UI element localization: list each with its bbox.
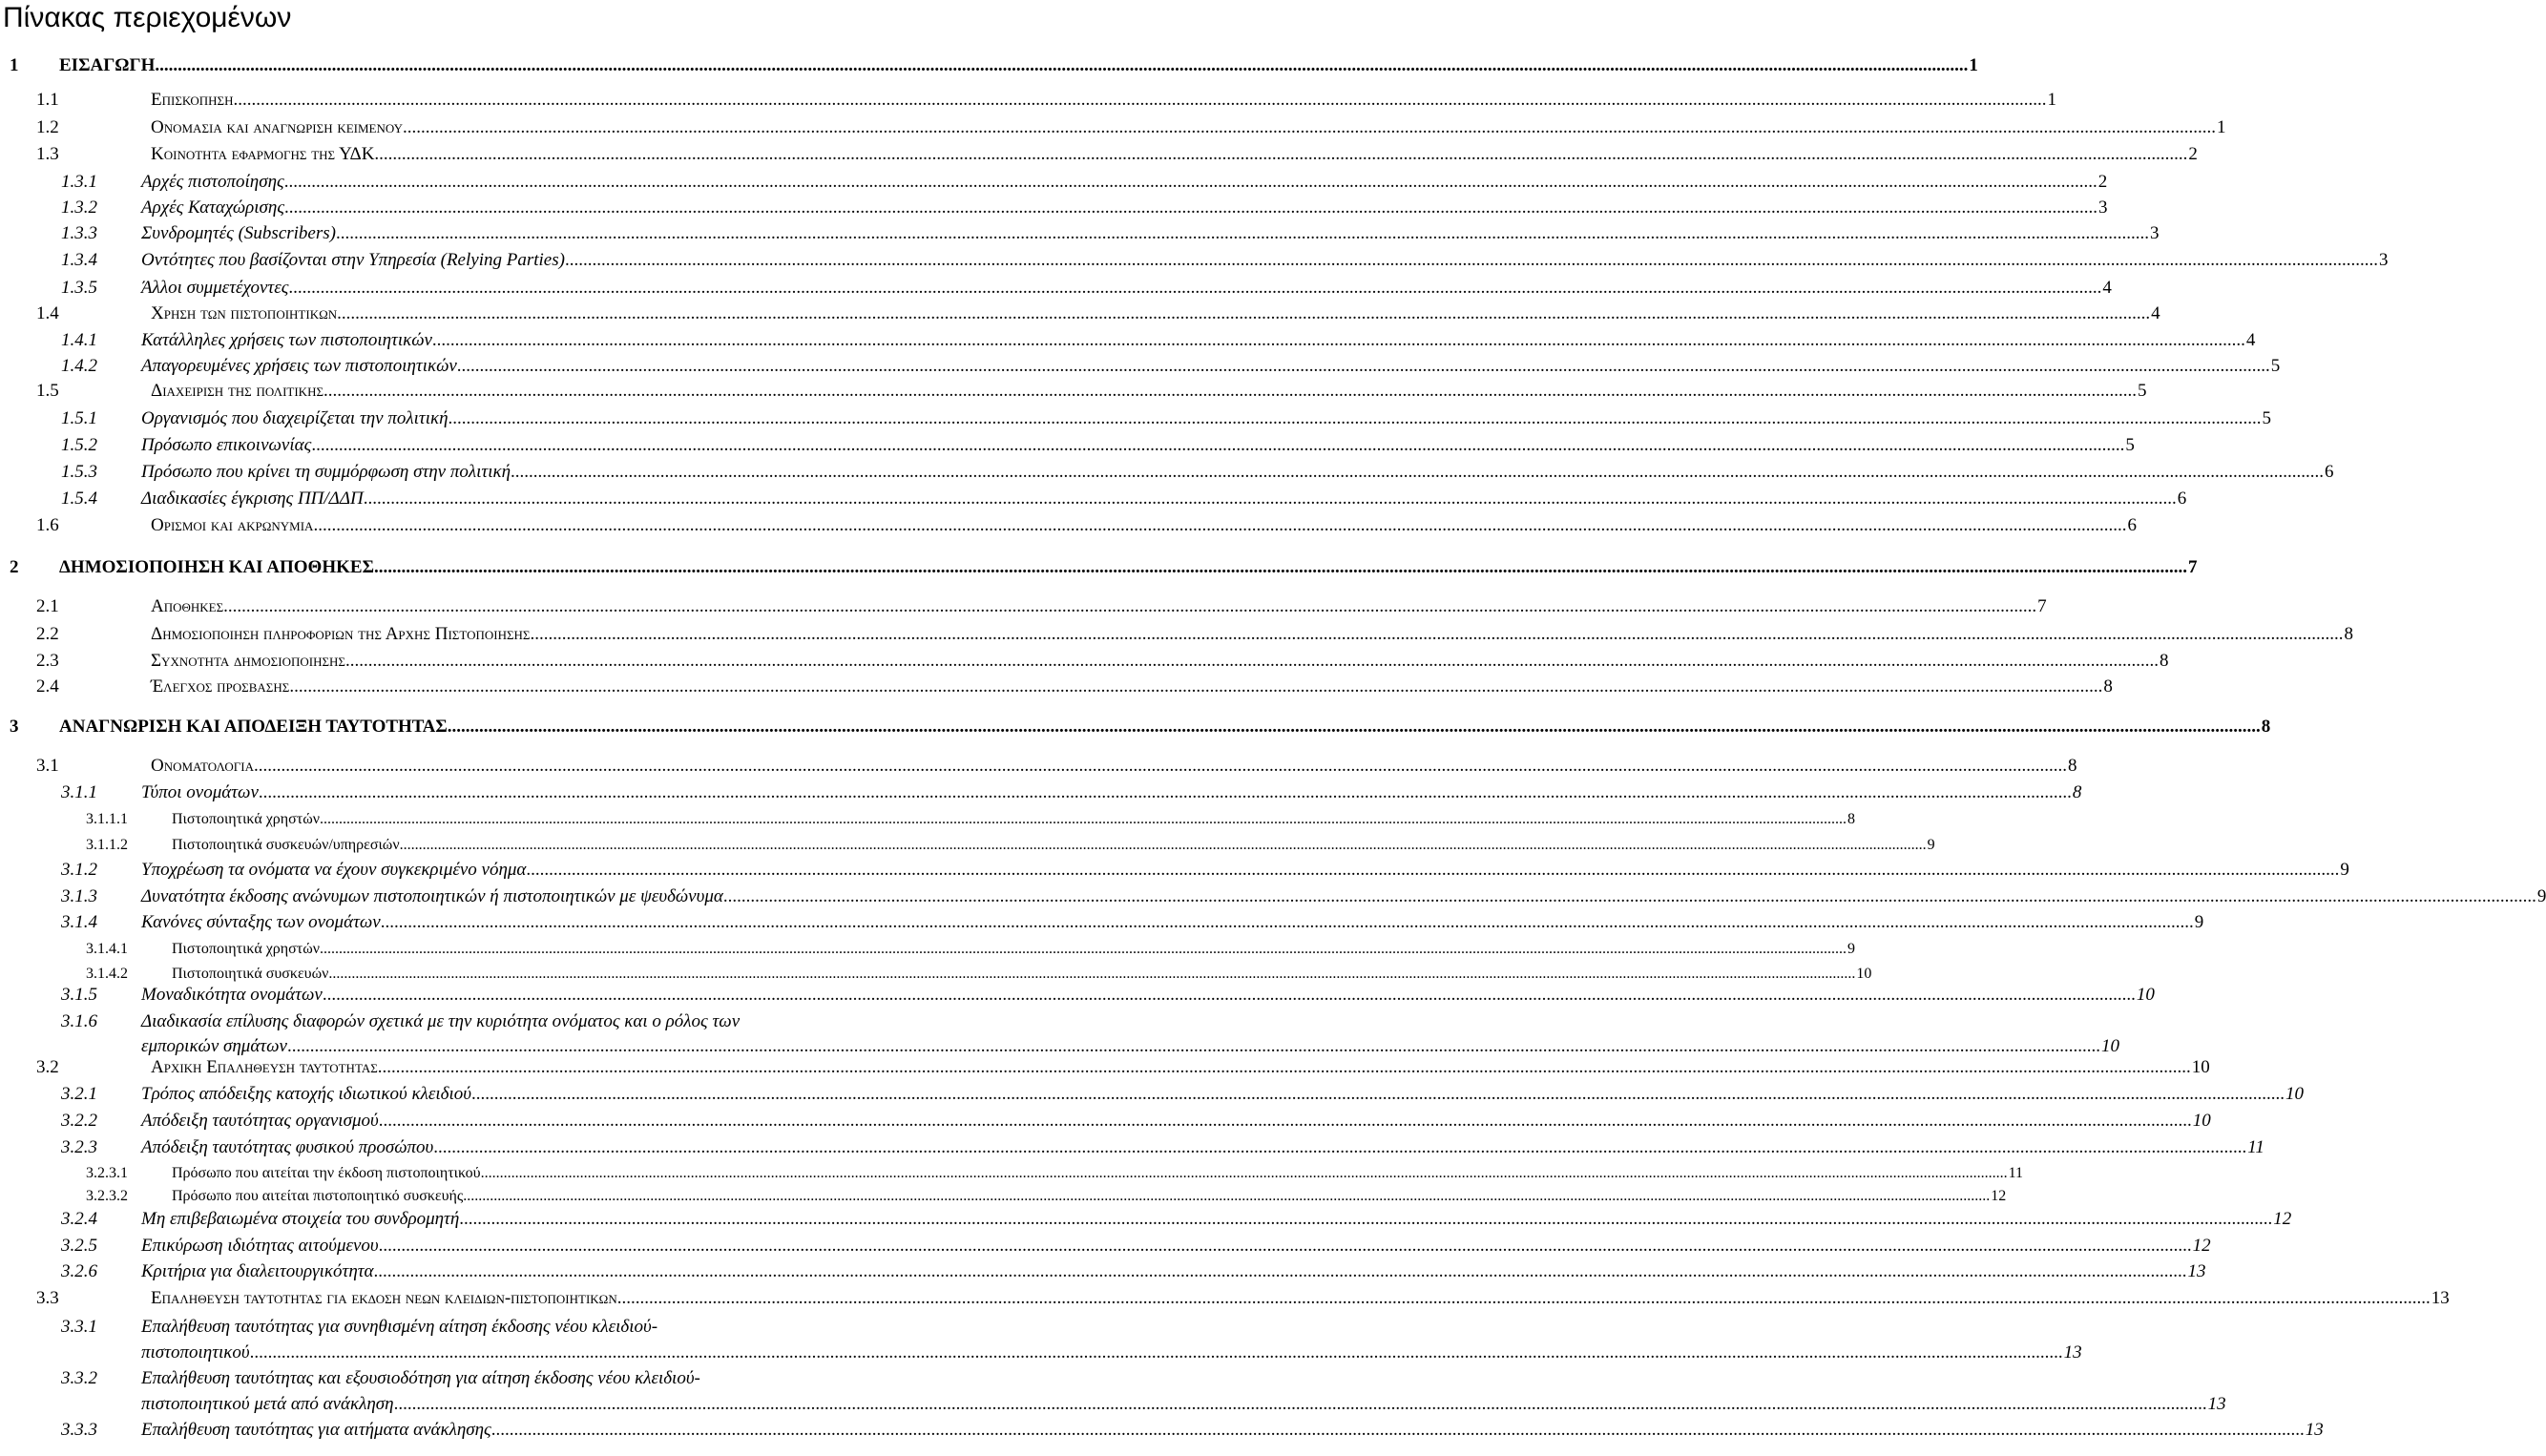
toc-page-number: 12: [1991, 1188, 2007, 1204]
toc-entry-title: Δημοσιοποιηση πληροφοριων της Αρχης Πιστοποιησης: [151, 624, 531, 644]
toc-dot-leader: ................................................................................................................................................................................................................................................................................................................................................................................................................: [374, 144, 2188, 164]
toc-dot-leader: ................................................................................................................................................................................................................................................................................................................................................................................................................: [526, 860, 2340, 880]
toc-entry-number: 1.3.5: [61, 278, 97, 298]
toc-leader-line: [151, 651, 2169, 672]
toc-dot-leader: ................................................................................................................................................................................................................................................................................................................................................................................................................: [233, 90, 2047, 110]
toc-page-number: 7: [2037, 596, 2047, 616]
toc-entry-number: 1.4: [36, 303, 59, 323]
toc-leader-line: [172, 1186, 2007, 1207]
toc-entry-title: Πρόσωπο που αιτείται πιστοποιητικό συσκευής: [172, 1188, 464, 1204]
toc-page-number: 13: [2063, 1342, 2082, 1362]
toc-entry-number: 3.2.3: [61, 1137, 97, 1157]
toc-entry-title: Αρχικη Επαληθευση ταυτοτητας: [151, 1057, 378, 1077]
toc-dot-leader: ................................................................................................................................................................................................................................................................................................................................................................................................................: [448, 408, 2262, 428]
toc-entry-title: Πρόσωπο που κρίνει τη συμμόρφωση στην πολιτική: [141, 462, 511, 482]
toc-page-number: 8: [2344, 624, 2353, 644]
toc-entry-title: Δυνατότητα έκδοσης ανώνυμων πιστοποιητικών ή πιστοποιητικών με ψευδώνυμα: [141, 886, 723, 906]
toc-page-number: 13: [2187, 1261, 2206, 1281]
toc-dot-leader: ................................................................................................................................................................................................................................................................................................................................................................................................................: [378, 1236, 2192, 1256]
toc-leader-line: [141, 250, 2389, 271]
toc-entry[interactable]: [0, 912, 2204, 933]
toc-page-number: 1: [1969, 55, 1978, 75]
toc-entry-title: Μοναδικότητα ονομάτων: [141, 985, 323, 1005]
toc-entry[interactable]: [0, 356, 2281, 377]
toc-entry-title: Επικύρωση ιδιότητας αιτούμενου: [141, 1236, 379, 1256]
toc-entry-title: Πιστοποιητικά χρηστών: [172, 941, 320, 957]
toc-entry[interactable]: [0, 515, 2137, 536]
toc-dot-leader: ................................................................................................................................................................................................................................................................................................................................................................................................................: [337, 303, 2151, 323]
toc-entry[interactable]: [0, 964, 1872, 985]
toc-entry-number: 2.4: [36, 676, 59, 697]
toc-entry[interactable]: [0, 330, 2256, 351]
toc-dot-leader: ................................................................................................................................................................................................................................................................................................................................................................................................................: [399, 837, 1927, 853]
toc-entry-number: 3.3.1: [61, 1317, 97, 1337]
toc-entry-number: 1.4.1: [61, 330, 97, 350]
toc-leader-line: [151, 117, 2226, 138]
toc-entry-title: Απόδειξη ταυτότητας φυσικού προσώπου: [141, 1137, 434, 1157]
toc-entry[interactable]: [0, 1368, 916, 1389]
toc-entry[interactable]: [0, 557, 2198, 578]
toc-entry[interactable]: [0, 1288, 2450, 1309]
toc-entry[interactable]: [0, 676, 2113, 697]
toc-dot-leader: ................................................................................................................................................................................................................................................................................................................................................................................................................: [490, 1420, 2305, 1440]
toc-entry-title: Αρχές πιστοποίησης: [141, 172, 284, 192]
toc-leader-line: [141, 172, 2108, 193]
toc-entry[interactable]: [0, 624, 2353, 645]
toc-leader-line: [151, 303, 2160, 324]
toc-page-number: 12: [2192, 1236, 2211, 1256]
toc-entry-number: 1.3.2: [61, 198, 97, 218]
toc-dot-leader: ................................................................................................................................................................................................................................................................................................................................................................................................................: [403, 117, 2217, 137]
toc-entry-title: Επαλήθευση ταυτότητας για συνηθισμένη αίτηση έκδοσης νέου κλειδιού-: [141, 1317, 658, 1337]
toc-entry-number: 3.1.4: [61, 912, 97, 932]
toc-leader-line: [141, 1111, 2211, 1132]
toc-dot-leader: ................................................................................................................................................................................................................................................................................................................................................................................................................: [722, 886, 2536, 906]
toc-entry-number: 1.3.1: [61, 172, 97, 192]
toc-entry-title: Επαλήθευση ταυτότητας και εξουσιοδότηση για αίτηση έκδοσης νέου κλειδιού-: [141, 1368, 700, 1388]
toc-entry-title: Κοινοτητα εφαρμογης της ΥΔΚ: [151, 144, 375, 164]
toc-entry-title: Διαδικασίες έγκρισης ΠΠ/ΔΔΠ: [141, 489, 364, 509]
toc-entry-title: Ονοματολογια: [151, 756, 255, 776]
toc-dot-leader: ................................................................................................................................................................................................................................................................................................................................................................................................................: [564, 250, 2378, 270]
toc-dot-leader: ................................................................................................................................................................................................................................................................................................................................................................................................................: [530, 624, 2344, 644]
toc-entry-title: Μη επιβεβαιωμένα στοιχεία του συνδρομητή: [141, 1209, 460, 1229]
toc-leader-line: [172, 939, 1855, 960]
toc-leader-line: [59, 557, 2198, 578]
toc-leader-line: [141, 985, 2155, 1006]
toc-dot-leader: ................................................................................................................................................................................................................................................................................................................................................................................................................: [373, 1261, 2187, 1281]
toc-entry-number: 1.3.3: [61, 223, 97, 243]
toc-dot-leader: ................................................................................................................................................................................................................................................................................................................................................................................................................: [284, 198, 2098, 218]
toc-dot-leader: ................................................................................................................................................................................................................................................................................................................................................................................................................: [286, 1036, 2100, 1056]
toc-page-number: 1: [2047, 90, 2057, 110]
toc-dot-leader: ................................................................................................................................................................................................................................................................................................................................................................................................................: [319, 811, 1847, 827]
toc-entry-number: 2.1: [36, 596, 59, 616]
toc-entry-title: ΕΙΣΑΓΩΓΗ: [59, 55, 156, 75]
toc-dot-leader: ................................................................................................................................................................................................................................................................................................................................................................................................................: [363, 489, 2177, 509]
toc-entry[interactable]: [0, 1163, 2023, 1184]
toc-entry[interactable]: [0, 860, 2349, 881]
toc-page-number: 11: [2008, 1165, 2023, 1181]
toc-entry-title: Απόδειξη ταυτότητας οργανισμού: [141, 1111, 379, 1131]
toc-entry[interactable]: [0, 1111, 2211, 1132]
toc-leader-line: [141, 330, 2256, 351]
toc-dot-leader: ................................................................................................................................................................................................................................................................................................................................................................................................................: [456, 356, 2270, 376]
toc-leader-line: [151, 144, 2198, 165]
toc-page-number: 10: [2192, 1111, 2211, 1131]
toc-leader-line: [141, 886, 2546, 907]
toc-page-number: 13: [2305, 1420, 2324, 1440]
toc-entry-number: 1.3: [36, 144, 59, 164]
toc-dot-leader: ................................................................................................................................................................................................................................................................................................................................................................................................................: [254, 756, 2068, 776]
toc-page-number: 10: [2191, 1057, 2210, 1077]
toc-dot-leader: ................................................................................................................................................................................................................................................................................................................................................................................................................: [313, 515, 2127, 535]
toc-page-number: 3: [2149, 223, 2160, 243]
toc-page-number: 8: [2068, 756, 2077, 776]
toc-entry-number: 3.1.5: [61, 985, 97, 1005]
toc-leader-line: [141, 1394, 2226, 1415]
toc-leader-line: [172, 835, 1935, 856]
toc-page-number: 9: [1927, 837, 1935, 853]
toc-entry[interactable]: [0, 717, 2271, 738]
toc-entry-number: 1.5.1: [61, 408, 97, 428]
toc-entry[interactable]: [0, 303, 2160, 324]
toc-page-number: 8: [2072, 782, 2082, 802]
toc-entry[interactable]: [0, 144, 2198, 165]
toc-page-number: 4: [2245, 330, 2256, 350]
toc-leader-line: [141, 462, 2334, 483]
toc-page-number: 11: [2247, 1137, 2264, 1157]
toc-leader-line: [141, 1036, 2119, 1057]
toc-leader-line: [151, 381, 2147, 402]
toc-leader-line: [141, 1261, 2206, 1282]
toc-page-number: 1: [2217, 117, 2226, 137]
toc-page-number: 9: [2340, 860, 2349, 880]
toc-entry-title: Πιστοποιητικά χρηστών: [172, 811, 320, 827]
toc-leader-line: [151, 756, 2077, 777]
toc-entry-continuation[interactable]: [0, 1394, 2226, 1415]
toc-entry[interactable]: [0, 462, 2334, 483]
toc-entry-number: 3.1.1: [61, 782, 97, 802]
toc-entry-number: 3.2.6: [61, 1261, 97, 1281]
toc-entry-number: 3.1.6: [61, 1011, 97, 1031]
toc-dot-leader: ................................................................................................................................................................................................................................................................................................................................................................................................................: [431, 330, 2245, 350]
toc-dot-leader: ................................................................................................................................................................................................................................................................................................................................................................................................................: [374, 557, 2187, 577]
toc-dot-leader: ................................................................................................................................................................................................................................................................................................................................................................................................................: [335, 223, 2149, 243]
toc-page-number: 10: [1856, 966, 1872, 982]
toc-entry-title: πιστοποιητικού: [141, 1342, 250, 1362]
toc-entry[interactable]: [0, 985, 2155, 1006]
toc-dot-leader: ................................................................................................................................................................................................................................................................................................................................................................................................................: [249, 1342, 2063, 1362]
toc-entry-title: Τρόπος απόδειξης κατοχής ιδιωτικού κλειδιού: [141, 1084, 471, 1104]
toc-entry[interactable]: [0, 198, 2108, 218]
toc-entry-title: ΑΝΑΓΝΩΡΙΣΗ ΚΑΙ ΑΠΟΔΕΙΞΗ ΤΑΥΤΟΤΗΤΑΣ: [59, 717, 448, 737]
toc-entry-title: Πρόσωπο επικοινωνίας: [141, 435, 312, 455]
toc-entry-number: 1.3.4: [61, 250, 97, 270]
toc-dot-leader: ................................................................................................................................................................................................................................................................................................................................................................................................................: [463, 1188, 1991, 1204]
toc-entry[interactable]: [0, 1084, 2304, 1105]
toc-entry-title: Χρηση των πιστοποιητικων: [151, 303, 338, 323]
toc-entry-title: Έλεγχος προσβασης: [151, 676, 290, 697]
toc-page-number: 8: [1847, 811, 1855, 827]
toc-page-number: 5: [2125, 435, 2135, 455]
toc-page-number: 12: [2273, 1209, 2292, 1229]
toc-entry-number: 2.2: [36, 624, 59, 644]
toc-entry[interactable]: [0, 1011, 916, 1032]
toc-entry[interactable]: [0, 381, 2147, 402]
toc-dot-leader: ................................................................................................................................................................................................................................................................................................................................................................................................................: [258, 782, 2072, 802]
toc-entry-number: 1.6: [36, 515, 59, 535]
toc-dot-leader: ................................................................................................................................................................................................................................................................................................................................................................................................................: [480, 1165, 2008, 1181]
toc-entry-number: 3.2.3.2: [86, 1188, 128, 1204]
toc-entry[interactable]: [0, 1186, 2007, 1207]
toc-leader-line: [141, 1342, 2082, 1363]
toc-leader-line: [141, 1209, 2292, 1230]
toc-entry-title: Κανόνες σύνταξης των ονομάτων: [141, 912, 381, 932]
toc-leader-line: [172, 964, 1872, 985]
toc-page-number: 5: [2138, 381, 2147, 401]
toc-entry-number: 2: [10, 557, 19, 577]
toc-page-number: 13: [2207, 1394, 2226, 1414]
toc-leader-line: [141, 860, 2349, 881]
toc-entry[interactable]: [0, 250, 2389, 271]
toc-entry-number: 3.1: [36, 756, 59, 776]
toc-entry[interactable]: [0, 435, 2135, 456]
toc-entry[interactable]: [0, 1317, 916, 1338]
toc-dot-leader: ................................................................................................................................................................................................................................................................................................................................................................................................................: [289, 676, 2103, 697]
toc-entry[interactable]: [0, 809, 1855, 830]
toc-entry-number: 3.1.1.1: [86, 811, 128, 827]
toc-leader-line: [151, 676, 2113, 697]
toc-dot-leader: ................................................................................................................................................................................................................................................................................................................................................................................................................: [459, 1209, 2273, 1229]
toc-entry-title: Πρόσωπο που αιτείται την έκδοση πιστοποιητικού: [172, 1165, 481, 1181]
toc-entry-number: 3.3.2: [61, 1368, 97, 1388]
toc-page-number: 3: [2378, 250, 2389, 270]
toc-leader-line: [151, 1057, 2210, 1078]
toc-leader-line: [172, 1163, 2023, 1184]
toc-entry-title: Υποχρέωση τα ονόματα να έχουν συγκεκριμένο νόημα: [141, 860, 527, 880]
toc-entry[interactable]: [0, 1057, 2210, 1078]
toc-entry-number: 3.1.4.2: [86, 966, 128, 982]
toc-page-number: 4: [2102, 278, 2112, 298]
toc-leader-line: [59, 717, 2271, 738]
toc-entry-title: Διαδικασία επίλυσης διαφορών σχετικά με την κυριότητα ονόματος και ο ρόλος των: [141, 1011, 741, 1031]
toc-leader-line: [141, 912, 2204, 933]
toc-page-number: 9: [1847, 941, 1855, 957]
toc-leader-line: [141, 1084, 2304, 1105]
toc-leader-line: [172, 809, 1855, 830]
toc-entry-number: 3.1.3: [61, 886, 97, 906]
toc-leader-line: [151, 1288, 2450, 1309]
toc-entry-title: Κατάλληλες χρήσεις των πιστοποιητικών: [141, 330, 432, 350]
toc-entry[interactable]: [0, 939, 1855, 960]
toc-entry[interactable]: [0, 756, 2077, 777]
toc-entry[interactable]: [0, 651, 2169, 672]
toc-dot-leader: ................................................................................................................................................................................................................................................................................................................................................................................................................: [377, 1057, 2191, 1077]
toc-entry[interactable]: [0, 835, 1935, 856]
toc-page-number: 10: [2285, 1084, 2304, 1104]
toc-entry-title: Ορισμοι και ακρωνυμια: [151, 515, 314, 535]
toc-entry[interactable]: [0, 1261, 2206, 1282]
toc-leader-line: [141, 782, 2082, 803]
toc-entry[interactable]: [0, 223, 2160, 244]
toc-leader-line: [151, 596, 2047, 617]
toc-page-number: 7: [2188, 557, 2198, 577]
toc-entry-title: Απαγορευμένες χρήσεις των πιστοποιητικών: [141, 356, 457, 376]
toc-leader-line: [141, 1236, 2211, 1257]
toc-dot-leader: ................................................................................................................................................................................................................................................................................................................................................................................................................: [380, 912, 2194, 932]
toc-entry-title: Συχνοτητα δημοσιοποιησης: [151, 651, 345, 671]
toc-entry-number: 3.2.2: [61, 1111, 97, 1131]
toc-page-number: 6: [2177, 489, 2187, 509]
toc-leader-line: [141, 356, 2281, 377]
toc-entry-number: 3.3: [36, 1288, 59, 1308]
toc-entry-title: Διαχειριση της πολιτικης: [151, 381, 324, 401]
toc-entry-title: Πιστοποιητικά συσκευών: [172, 966, 329, 982]
toc-page-number: 6: [2127, 515, 2137, 535]
toc-entry[interactable]: [0, 489, 2187, 510]
toc-page-number: 8: [2261, 717, 2271, 737]
toc-entry-number: 2.3: [36, 651, 59, 671]
toc-page-number: 3: [2098, 198, 2108, 218]
toc-entry[interactable]: [0, 782, 2082, 803]
toc-entry-number: 3.1.2: [61, 860, 97, 880]
toc-entry-number: 1.4.2: [61, 356, 97, 376]
toc-entry-title: Κριτήρια για διαλειτουργικότητα: [141, 1261, 374, 1281]
toc-entry[interactable]: [0, 55, 1978, 76]
toc-leader-line: [141, 278, 2112, 299]
toc-dot-leader: ................................................................................................................................................................................................................................................................................................................................................................................................................: [447, 717, 2261, 737]
toc-entry-number: 1.1: [36, 90, 59, 110]
toc-entry-number: 1.5.3: [61, 462, 97, 482]
toc-page-number: 5: [2270, 356, 2281, 376]
toc-entry[interactable]: [0, 117, 2226, 138]
toc-entry[interactable]: [0, 172, 2108, 193]
toc-entry-title: Αρχές Καταχώρισης: [141, 198, 285, 218]
toc-entry-number: 3.1.1.2: [86, 837, 128, 853]
toc-dot-leader: ................................................................................................................................................................................................................................................................................................................................................................................................................: [223, 596, 2037, 616]
toc-entry-title: Επισκοπηση: [151, 90, 234, 110]
toc-entry-number: 1.2: [36, 117, 59, 137]
toc-page-number: 2: [2188, 144, 2198, 164]
toc-dot-leader: ................................................................................................................................................................................................................................................................................................................................................................................................................: [470, 1084, 2285, 1104]
toc-entry-continuation[interactable]: [0, 1036, 2119, 1057]
toc-entry[interactable]: [0, 1209, 2292, 1230]
toc-entry-title: Οντότητες που βασίζονται στην Υπηρεσία (Relying Parties): [141, 250, 565, 270]
toc-leader-line: [141, 223, 2160, 244]
toc-entry-number: 1.5: [36, 381, 59, 401]
toc-entry-number: 3.2.1: [61, 1084, 97, 1104]
toc-page-number: 8: [2103, 676, 2113, 697]
toc-dot-leader: ................................................................................................................................................................................................................................................................................................................................................................................................................: [283, 172, 2097, 192]
toc-entry-title: Επαληθευση ταυτοτητας για εκδοση νεων κλειδιων-πιστοποιητικων: [151, 1288, 617, 1308]
toc-entry-continuation[interactable]: [0, 1342, 2082, 1363]
toc-page-number: 4: [2151, 303, 2160, 323]
toc-dot-leader: ................................................................................................................................................................................................................................................................................................................................................................................................................: [378, 1111, 2192, 1131]
toc-leader-line: [141, 198, 2108, 218]
toc-page-number: 9: [2194, 912, 2204, 932]
toc-entry-number: 3.2.3.1: [86, 1165, 128, 1181]
toc-entry-title: Τύποι ονομάτων: [141, 782, 259, 802]
toc-entry-title: Πιστοποιητικά συσκευών/υπηρεσιών: [172, 837, 400, 853]
toc-entry[interactable]: [0, 90, 2057, 111]
toc-dot-leader: ................................................................................................................................................................................................................................................................................................................................................................................................................: [288, 278, 2102, 298]
toc-entry-number: 1.5.2: [61, 435, 97, 455]
toc-entry[interactable]: [0, 408, 2272, 429]
toc-entry[interactable]: [0, 1236, 2211, 1257]
toc-entry-title: Επαλήθευση ταυτότητας για αιτήματα ανάκλησης: [141, 1420, 491, 1440]
toc-leader-line: [141, 489, 2187, 510]
toc-dot-leader: ................................................................................................................................................................................................................................................................................................................................................................................................................: [322, 985, 2136, 1005]
toc-entry-number: 3.3.3: [61, 1420, 97, 1440]
toc-dot-leader: ................................................................................................................................................................................................................................................................................................................................................................................................................: [311, 435, 2125, 455]
toc-entry[interactable]: [0, 1137, 2264, 1158]
toc-entry-title: πιστοποιητικού μετά από ανάκληση: [141, 1394, 394, 1414]
toc-entry-title: εμπορικών σημάτων: [141, 1036, 287, 1056]
toc-dot-leader: ................................................................................................................................................................................................................................................................................................................................................................................................................: [433, 1137, 2247, 1157]
toc-entry-number: 3: [10, 717, 19, 737]
toc-entry-number: 3.2.4: [61, 1209, 97, 1229]
toc-dot-leader: ................................................................................................................................................................................................................................................................................................................................................................................................................: [616, 1288, 2431, 1308]
toc-leader-line: [141, 1137, 2264, 1158]
toc-page-number: 5: [2262, 408, 2272, 428]
toc-page-number: 10: [2136, 985, 2155, 1005]
toc-title: Πίνακας περιεχομένων: [3, 2, 292, 33]
toc-dot-leader: ................................................................................................................................................................................................................................................................................................................................................................................................................: [319, 941, 1847, 957]
toc-page-number: 6: [2325, 462, 2334, 482]
toc-page-number: 10: [2100, 1036, 2119, 1056]
toc-dot-leader: ................................................................................................................................................................................................................................................................................................................................................................................................................: [393, 1394, 2207, 1414]
toc-page-number: 9: [2536, 886, 2546, 906]
toc-entry-title: Αποθηκες: [151, 596, 224, 616]
toc-entry-title: Συνδρομητές (Subscribers): [141, 223, 336, 243]
toc-leader-line: [141, 1420, 2324, 1441]
toc-entry-title: ΔΗΜΟΣΙΟΠΟΙΗΣΗ ΚΑΙ ΑΠΟΘΗΚΕΣ: [59, 557, 374, 577]
toc-entry[interactable]: [0, 596, 2047, 617]
toc-entry[interactable]: [0, 278, 2112, 299]
toc-page-number: 2: [2097, 172, 2108, 192]
toc-entry-title: Άλλοι συμμετέχοντες: [141, 278, 289, 298]
toc-entry[interactable]: [0, 1420, 2324, 1441]
toc-entry-number: 3.2: [36, 1057, 59, 1077]
toc-entry-title: Οργανισμός που διαχειρίζεται την πολιτική: [141, 408, 449, 428]
toc-page-number: 8: [2159, 651, 2169, 671]
toc-leader-line: [151, 515, 2137, 536]
toc-leader-line: [59, 55, 1978, 76]
toc-dot-leader: ................................................................................................................................................................................................................................................................................................................................................................................................................: [328, 966, 1856, 982]
toc-leader-line: [151, 624, 2353, 645]
toc-dot-leader: ................................................................................................................................................................................................................................................................................................................................................................................................................: [323, 381, 2138, 401]
toc-dot-leader: ................................................................................................................................................................................................................................................................................................................................................................................................................: [155, 55, 1969, 75]
toc-entry-number: 3.2.5: [61, 1236, 97, 1256]
toc-leader-line: [141, 435, 2135, 456]
toc-entry-title: Ονομασια και αναγνωριση κειμενου: [151, 117, 404, 137]
toc-leader-line: [151, 90, 2057, 111]
toc-entry[interactable]: [0, 886, 2546, 907]
toc-entry-number: 1.5.4: [61, 489, 97, 509]
toc-entry-number: 3.1.4.1: [86, 941, 128, 957]
toc-leader-line: [141, 408, 2272, 429]
toc-page-number: 13: [2431, 1288, 2450, 1308]
toc-dot-leader: ................................................................................................................................................................................................................................................................................................................................................................................................................: [344, 651, 2159, 671]
toc-dot-leader: ................................................................................................................................................................................................................................................................................................................................................................................................................: [511, 462, 2325, 482]
toc-entry-number: 1: [10, 55, 19, 75]
